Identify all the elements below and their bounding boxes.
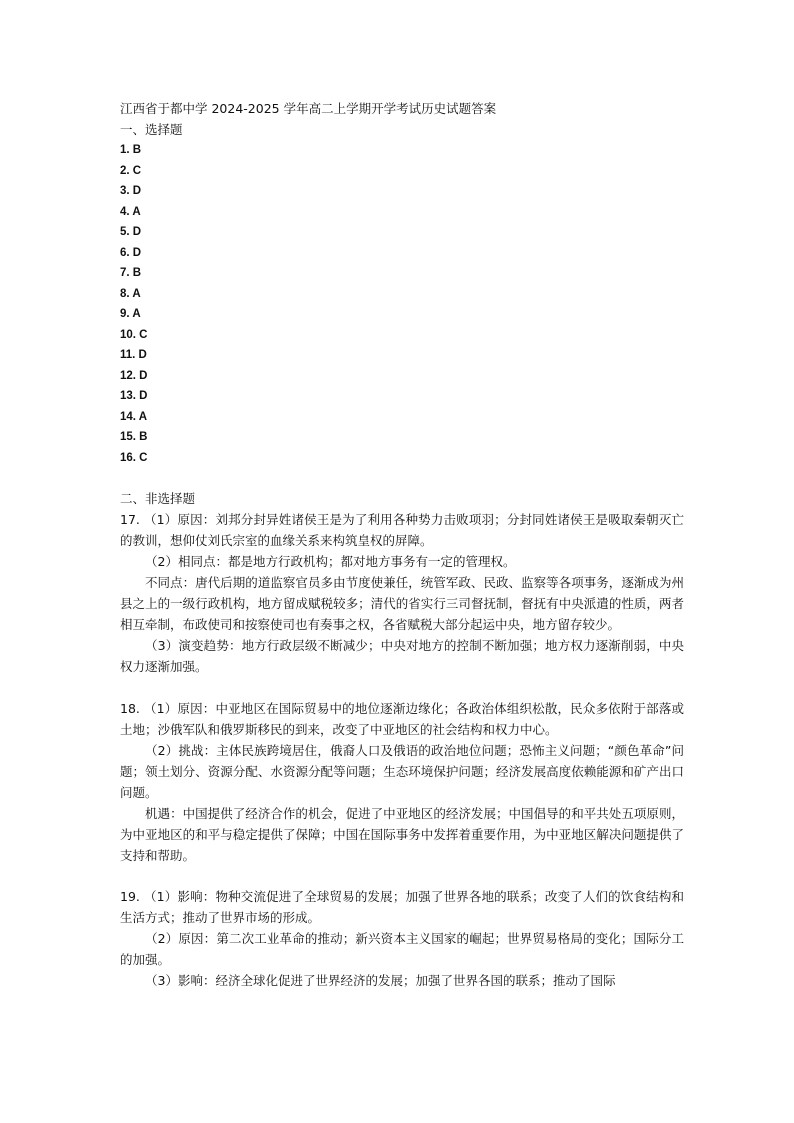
choice-answer: 10. C bbox=[120, 328, 148, 341]
section-heading-choice: 一、选择题 bbox=[120, 121, 183, 137]
q19-part1: 19. （1）影响：物种交流促进了全球贸易的发展；加强了世界各地的联系；改变了人们的饮食结构和生活方式；推动了世界市场的形成。 bbox=[120, 889, 684, 925]
choice-answer: 12. D bbox=[120, 369, 148, 382]
choice-answer: 4. A bbox=[120, 205, 141, 218]
choice-answer: 16. C bbox=[120, 451, 148, 464]
q19-part2: （2）原因：第二次工业革命的推动；新兴资本主义国家的崛起；世界贸易格局的变化；国际分工的加强。 bbox=[120, 931, 684, 967]
spacer bbox=[120, 866, 684, 887]
choice-answer: 11. D bbox=[120, 349, 147, 361]
section-heading-nonchoice: 二、非选择题 bbox=[120, 490, 196, 506]
document-title: 江西省于都中学 2024-2025 学年高二上学期开学考试历史试题答案 bbox=[120, 101, 497, 116]
choice-answer: 15. B bbox=[120, 431, 148, 443]
choice-answer: 14. A bbox=[120, 410, 148, 423]
choice-answer: 5. D bbox=[120, 226, 142, 238]
choice-answer: 6. D bbox=[120, 246, 142, 259]
q18-part2-opportunities: 机遇：中国提供了经济合作的机会，促进了中亚地区的经济发展；中国倡导的和平共处五项原则，为中亚地区的和平与稳定提供了保障；中国在国际事务中发挥着重要作用，为中亚地区解决问题提供了支持和帮助。 bbox=[120, 805, 684, 863]
spacer bbox=[120, 468, 684, 489]
q17-part1: 17. （1）原因：刘邦分封异姓诸侯王是为了利用各种势力击败项羽；分封同姓诸侯王是吸取秦朝灭亡的教训，想仰仗刘氏宗室的血缘关系来构筑皇权的屏障。 bbox=[120, 512, 684, 548]
choice-answer: 8. A bbox=[120, 287, 141, 300]
answer-document bbox=[120, 99, 684, 991]
choice-answer: 2. C bbox=[120, 164, 142, 177]
choice-answer: 3. D bbox=[120, 185, 142, 197]
question-18-answer bbox=[120, 698, 684, 866]
choice-answer: 13. D bbox=[120, 390, 148, 402]
choice-answer: 9. A bbox=[120, 308, 141, 320]
q18-part2: （2）挑战：主体民族跨境居住，俄裔人口及俄语的政治地位问题；恐怖主义问题；“颜色革命”问题；领土划分、资源分配、水资源分配等问题；生态环境保护问题；经济发展高度依赖能源和矿产出口问题。 bbox=[120, 742, 684, 800]
question-17-answer bbox=[120, 509, 684, 677]
q17-part2: （2）相同点：都是地方行政机构；都对地方事务有一定的管理权。 bbox=[145, 554, 516, 569]
question-19-answer bbox=[120, 886, 684, 991]
q18-part1: 18. （1）原因：中亚地区在国际贸易中的地位逐渐边缘化；各政治体组织松散，民众多依附于部落或土地；沙俄军队和俄罗斯移民的到来，改变了中亚地区的社会结构和权力中心。 bbox=[120, 700, 684, 737]
spacer bbox=[120, 677, 684, 698]
choice-answer-list bbox=[120, 140, 684, 468]
choice-answer: 1. B bbox=[120, 144, 142, 156]
q17-part3: （3）演变趋势：地方行政层级不断减少；中央对地方的控制不断加强；地方权力逐渐削弱，中央权力逐渐加强。 bbox=[120, 638, 684, 674]
q17-part2-differences: 不同点：唐代后期的道监察官员多由节度使兼任，统管军政、民政、监察等各项事务，逐渐成为州县之上的一级行政机构，地方留成赋税较多；清代的省实行三司督抚制，督抚有中央派遣的性质，两者相互牵制，布政使司和按察使司也有奏事之权，各省赋税大部分起运中央，地方留存较少。 bbox=[120, 575, 684, 632]
choice-answer: 7. B bbox=[120, 267, 142, 279]
q19-part3: （3）影响：经济全球化促进了世界经济的发展；加强了世界各国的联系；推动了国际 bbox=[145, 973, 616, 988]
